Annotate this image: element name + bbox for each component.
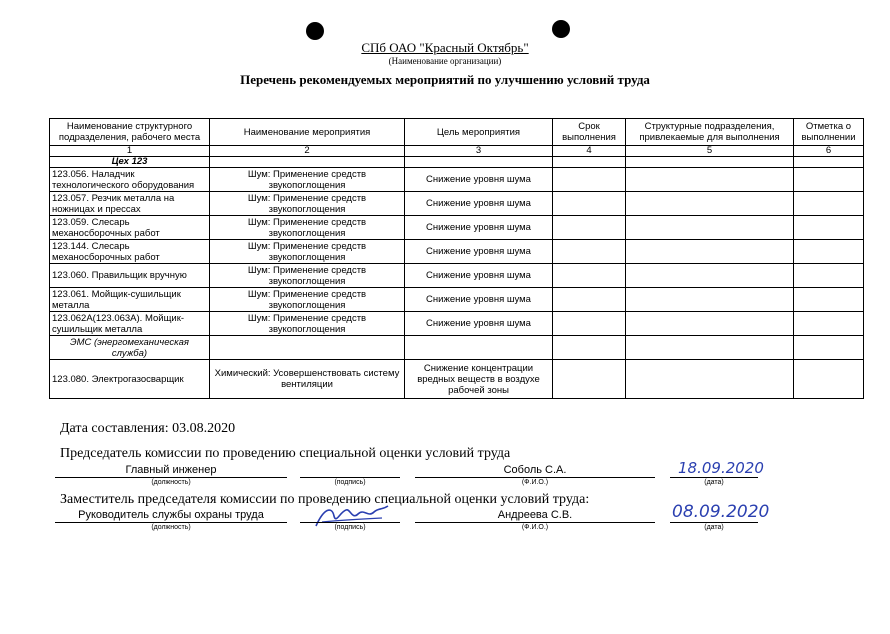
cell-goal: Снижение уровня шума [405, 192, 553, 216]
chair-position: Главный инженер [125, 464, 217, 476]
cell-workplace: 123.062А(123.063А). Мойщик-сушильщик металла [50, 312, 210, 336]
table-row [50, 216, 864, 240]
col-number: 1 [50, 146, 210, 157]
cell-measure: Шум: Применение средств звукопоглощения [210, 216, 405, 240]
caption-date: (дата) [704, 479, 724, 486]
table-row [50, 312, 864, 336]
table-row [50, 288, 864, 312]
deputy-signature-line [300, 522, 400, 523]
caption-position: (должность) [151, 524, 191, 531]
col-number: 4 [553, 146, 626, 157]
cell-workplace: 123.080. Электрогазосварщик [50, 360, 210, 399]
binder-hole-left [306, 22, 324, 40]
cell-workplace: 123.057. Резчик металла на ножницах и прессах [50, 192, 210, 216]
col-header-measure: Наименование мероприятия [210, 119, 405, 146]
chair-date-line [670, 477, 758, 478]
deputy-label: Заместитель председателя комиссии по проведению специальной оценки условий труда: [60, 492, 590, 507]
cell-measure: Шум: Применение средств звукопоглощения [210, 240, 405, 264]
cell-goal: Снижение уровня шума [405, 240, 553, 264]
col-header-mark: Отметка о выполнении [794, 119, 864, 146]
cell-goal: Снижение уровня шума [405, 288, 553, 312]
column-numbers-row [50, 146, 864, 157]
cell-measure: Шум: Применение средств звукопоглощения [210, 312, 405, 336]
col-number: 6 [794, 146, 864, 157]
table-row [50, 360, 864, 399]
binder-hole-right [552, 20, 570, 38]
organization-name: СПб ОАО "Красный Октябрь" [361, 40, 529, 55]
cell-workplace: 123.059. Слесарь механосборочных работ [50, 216, 210, 240]
caption-position: (должность) [151, 479, 191, 486]
table-row [50, 264, 864, 288]
caption-signature: (подпись) [334, 479, 366, 486]
chair-position-line [55, 477, 287, 478]
cell-goal: Снижение уровня шума [405, 168, 553, 192]
table-header-row [50, 119, 864, 146]
measures-table [49, 118, 864, 399]
section-title: Цех 123 [50, 157, 210, 168]
col-number: 3 [405, 146, 553, 157]
compile-date: Дата составления: 03.08.2020 [60, 421, 236, 436]
cell-goal: Снижение уровня шума [405, 312, 553, 336]
deputy-name-line [415, 522, 655, 523]
chair-name-line [415, 477, 655, 478]
caption-fio: (Ф.И.О.) [521, 524, 549, 531]
caption-signature: (подпись) [334, 524, 366, 531]
cell-goal: Снижение уровня шума [405, 216, 553, 240]
table-row [50, 168, 864, 192]
deputy-name: Андреева С.В. [497, 509, 573, 521]
col-header-deadline: Срок выполнения [553, 119, 626, 146]
deputy-date-line [670, 522, 758, 523]
caption-date: (дата) [704, 524, 724, 531]
table-row [50, 240, 864, 264]
organization-caption: (Наименование организации) [388, 56, 502, 66]
cell-workplace: 123.061. Мойщик-сушильщик металла [50, 288, 210, 312]
table-row [50, 192, 864, 216]
chair-name: Соболь С.А. [503, 464, 567, 476]
section-row [50, 336, 864, 360]
cell-measure: Шум: Применение средств звукопоглощения [210, 288, 405, 312]
col-header-goal: Цель мероприятия [405, 119, 553, 146]
col-number: 2 [210, 146, 405, 157]
deputy-position: Руководитель службы охраны труда [78, 509, 264, 521]
col-header-workplace: Наименование структурного подразделения, рабочего места [50, 119, 210, 146]
caption-fio: (Ф.И.О.) [521, 479, 549, 486]
section-title: ЭМС (энергомеханическая служба) [50, 336, 210, 360]
cell-workplace: 123.144. Слесарь механосборочных работ [50, 240, 210, 264]
chair-date-handwritten: 18.09.2020 [678, 459, 764, 477]
chair-label: Председатель комиссии по проведению специальной оценки условий труда [60, 446, 511, 461]
page-title: Перечень рекомендуемых мероприятий по улучшению условий труда [240, 72, 650, 87]
chair-signature-line [300, 477, 400, 478]
cell-workplace: 123.060. Правильщик вручную [50, 264, 210, 288]
cell-workplace: 123.056. Наладчик технологического оборудования [50, 168, 210, 192]
cell-measure: Шум: Применение средств звукопоглощения [210, 264, 405, 288]
section-row [50, 157, 864, 168]
cell-measure: Химический: Усовершенствовать систему вентиляции [210, 360, 405, 399]
cell-goal: Снижение уровня шума [405, 264, 553, 288]
deputy-date-handwritten: 08.09.2020 [672, 502, 770, 522]
cell-measure: Шум: Применение средств звукопоглощения [210, 168, 405, 192]
col-header-departments: Структурные подразделения, привлекаемые для выполнения [626, 119, 794, 146]
col-number: 5 [626, 146, 794, 157]
cell-measure: Шум: Применение средств звукопоглощения [210, 192, 405, 216]
cell-goal: Снижение концентрации вредных веществ в воздухе рабочей зоны [405, 360, 553, 399]
deputy-position-line [55, 522, 287, 523]
